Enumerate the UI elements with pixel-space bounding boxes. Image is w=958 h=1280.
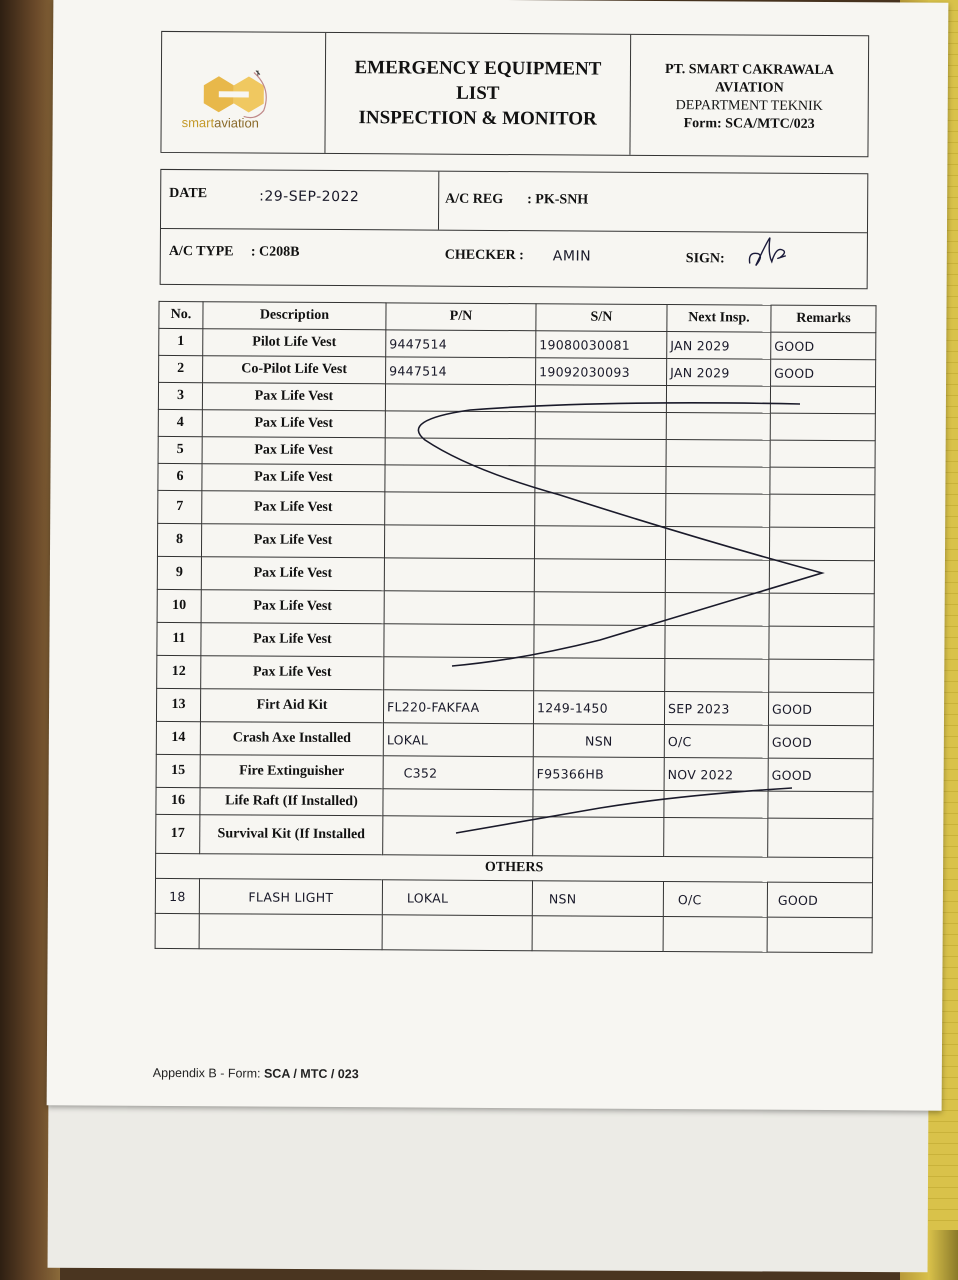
form-title: EMERGENCY EQUIPMENT LIST INSPECTION & MONITOR	[325, 33, 631, 155]
logo	[161, 32, 326, 153]
table-row: 7 Pax Life Vest	[158, 490, 875, 527]
company-name-line1: PT. SMART CAKRAWALA	[664, 62, 834, 79]
table-row: 8 Pax Life Vest	[157, 523, 874, 560]
table-row: 4 Pax Life Vest	[158, 409, 875, 440]
col-description: Description	[203, 302, 386, 330]
table-row: 5 Pax Life Vest	[158, 436, 875, 467]
actype-value: : C208B	[250, 244, 300, 260]
col-pn: P/N	[386, 303, 536, 331]
equipment-table	[155, 301, 877, 953]
table-row: 17 Survival Kit (If Installed	[156, 814, 873, 857]
table-row: 13 Firt Aid Kit FL220-FAKFAA 1249-1450 SEP 2023 GOOD	[156, 688, 873, 725]
table-row: 14 Crash Axe Installed LOKAL NSN O/C GOOD	[156, 721, 873, 758]
sign-label: SIGN:	[685, 251, 725, 267]
header-box	[160, 31, 869, 157]
form-sheet	[47, 0, 949, 1111]
table-row: 18 FLASH LIGHT LOKAL NSN O/C GOOD	[155, 878, 872, 917]
footer: Appendix B - Form: SCA / MTC / 023	[152, 1065, 359, 1082]
date-label: DATE	[169, 185, 208, 202]
table-row: 16 Life Raft (If Installed)	[156, 787, 873, 818]
under-sheet	[48, 1088, 929, 1273]
logo-wordmark: smartaviation	[181, 115, 259, 131]
table-row: 6 Pax Life Vest	[158, 463, 875, 494]
table-row: 10 Pax Life Vest	[157, 589, 874, 626]
actype-label: A/C TYPE	[168, 243, 234, 260]
form-code: Form: SCA/MTC/023	[683, 116, 815, 132]
info-box	[160, 169, 869, 289]
col-no: No.	[159, 301, 203, 328]
department: DEPARTMENT TEKNIK	[675, 98, 823, 114]
table-row: 15 Fire Extinguisher C352 F95366HB NOV 2022 GOOD	[156, 754, 873, 791]
col-next-insp: Next Insp.	[667, 305, 771, 333]
table-row: 3 Pax Life Vest	[158, 382, 875, 413]
col-remarks: Remarks	[771, 305, 876, 333]
acreg-value: : PK-SNH	[527, 192, 589, 208]
checker-value: AMIN	[552, 248, 592, 265]
table-row: 1 Pilot Life Vest 9447514 19080030081 JAN 2029 GOOD	[159, 328, 876, 359]
table-row	[155, 913, 872, 952]
table-row: 9 Pax Life Vest	[157, 556, 874, 593]
smart-aviation-logo-icon	[194, 70, 274, 120]
table-row: 11 Pax Life Vest	[157, 622, 874, 659]
col-sn: S/N	[536, 304, 667, 332]
date-value: :29-SEP-2022	[259, 188, 360, 206]
checker-label: CHECKER :	[444, 247, 524, 264]
table-row: 2 Co-Pilot Life Vest 9447514 19092030093 JAN 2029 GOOD	[159, 355, 876, 386]
others-header: OTHERS	[156, 853, 873, 882]
company-info	[630, 35, 868, 182]
acreg-label: A/C REG	[445, 191, 504, 208]
signature	[746, 234, 796, 274]
table-row: 12 Pax Life Vest	[157, 655, 874, 692]
company-name-line2: AVIATION	[714, 80, 784, 96]
